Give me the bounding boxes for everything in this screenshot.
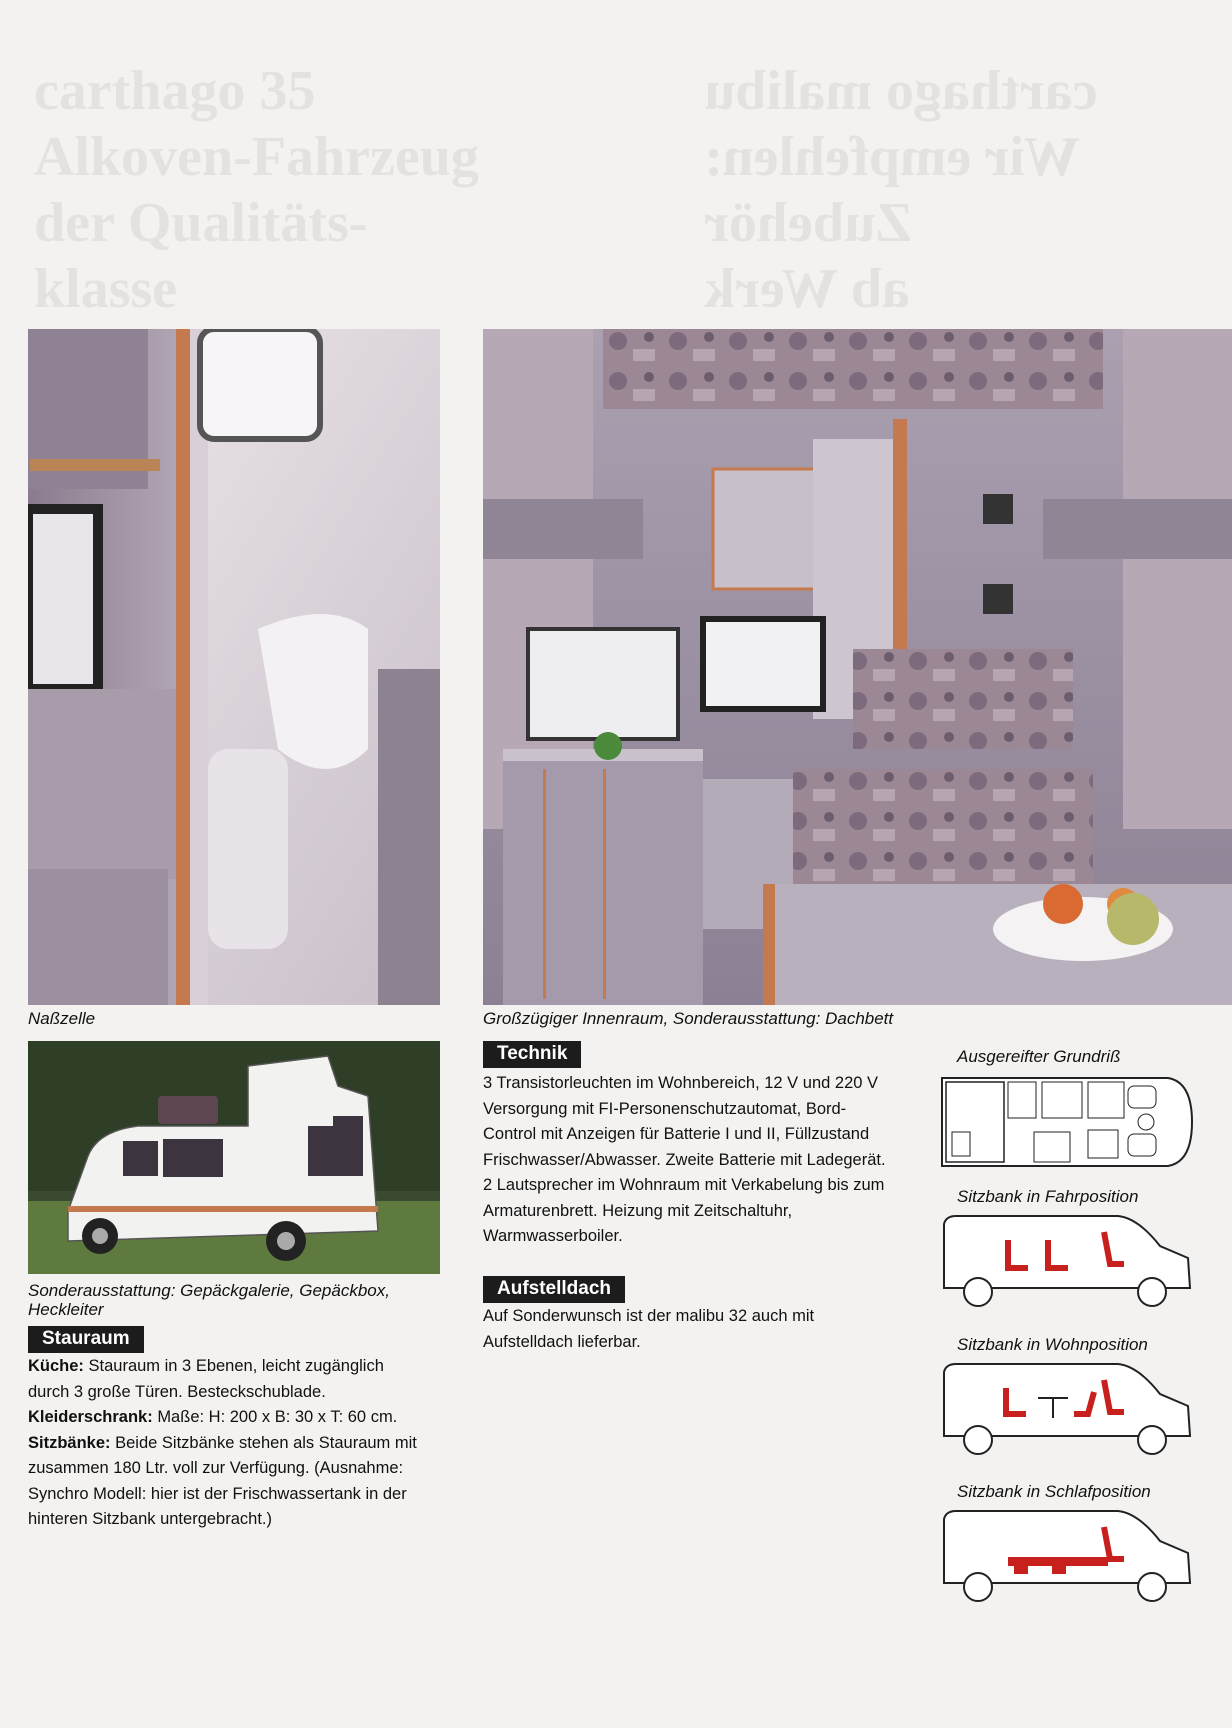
ghost-heading-left <box>34 58 479 322</box>
ghost-line: Wir empfehlen: <box>704 126 1081 188</box>
wohnposition-caption: Sitzbank in Wohnposition <box>957 1335 1148 1354</box>
van-diagram-fahrposition <box>938 1210 1196 1310</box>
stauraum-heading: Stauraum <box>28 1326 144 1353</box>
ghost-line: Alkoven-Fahrzeug <box>34 126 479 188</box>
sitzbaenke-label: Sitzbänke: <box>28 1433 111 1452</box>
fahrposition-caption: Sitzbank in Fahrposition <box>957 1187 1139 1206</box>
ghost-line: ab Werk <box>704 258 911 320</box>
floorplan-diagram <box>938 1072 1196 1172</box>
van-diagram-schlafposition <box>938 1505 1196 1605</box>
kleiderschrank-text: Maße: H: 200 x B: 30 x T: 60 cm. <box>157 1408 398 1426</box>
sitzbaenke-text: Beide Sitzbänke stehen als Stauraum mit zusammen 180 Ltr. voll zur Verfügung. (Ausnahme: Synchro Modell: hier ist der Frischwassertank in der hinteren Sitzbank untergebracht.) <box>28 1433 417 1528</box>
wet-cell-photo <box>28 329 440 1005</box>
interior-caption: Großzügiger Innenraum, Sonderausstattung: Dachbett <box>483 1009 894 1028</box>
schlafposition-caption: Sitzbank in Schlafposition <box>957 1482 1151 1501</box>
stauraum-text <box>28 1354 428 1533</box>
kleiderschrank-label: Kleiderschrank: <box>28 1408 153 1426</box>
kueche-label: Küche: <box>28 1357 84 1375</box>
interior-photo <box>483 329 1232 1005</box>
ghost-line: der Qualitäts- <box>34 192 368 254</box>
grundriss-caption: Ausgereifter Grundriß <box>957 1047 1121 1066</box>
technik-text: 3 Transistorleuchten im Wohnbereich, 12 V und 220 V Versorgung mit FI-Personenschutzautomat, Bord-Control mit Anzeigen für Batterie I und II, Füllzustand Frischwasser/Abwasser. Zweite Batterie mit Ladegerät. 2 Lautsprecher im Wohnraum mit Verkabelung bis zum Armaturenbrett. Heizung mit Zeitschaltuhr, Warmwasserboiler. <box>483 1074 886 1245</box>
ghost-line: klasse <box>34 258 178 320</box>
ghost-line: carthago 35 <box>34 60 316 122</box>
technik-heading: Technik <box>483 1041 581 1068</box>
wet-cell-caption: Naßzelle <box>28 1009 96 1028</box>
exterior-caption: Sonderausstattung: Gepäckgalerie, Gepäckbox, Heckleiter <box>28 1281 390 1319</box>
aufstelldach-text: Auf Sonderwunsch ist der malibu 32 auch mit Aufstelldach lieferbar. <box>483 1307 815 1351</box>
ghost-line: Zubehör <box>704 192 913 254</box>
aufstelldach-heading: Aufstelldach <box>483 1276 625 1303</box>
van-diagram-wohnposition <box>938 1358 1196 1458</box>
kueche-text: Stauraum in 3 Ebenen, leicht zugänglich durch 3 große Türen. Besteckschublade. <box>28 1357 384 1401</box>
exterior-photo <box>28 1041 440 1274</box>
ghost-heading-right <box>704 58 1098 322</box>
ghost-line: carthago malibu <box>704 60 1098 122</box>
